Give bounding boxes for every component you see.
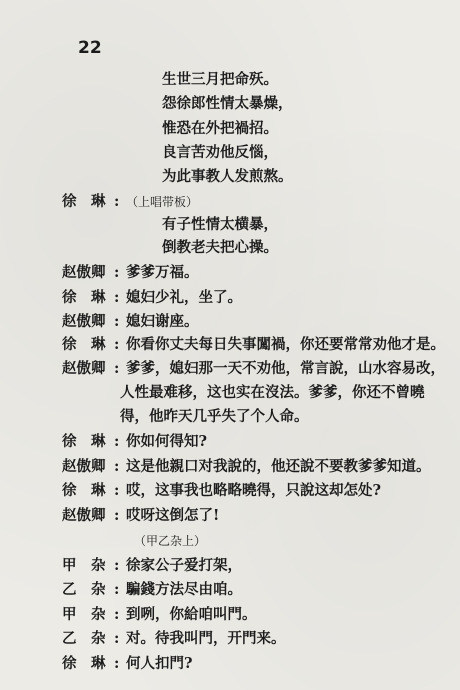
speaker-name: 甲 杂 [62, 557, 106, 574]
dialogue-text: 哎呀这倒怎了! [126, 507, 220, 524]
dialogue-text: 哎，这事我也略略曉得，只說这却怎处? [126, 482, 381, 499]
dialogue-text: 爹爹，媳妇那一天不劝他，常言說，山水容易改， [126, 360, 445, 377]
dialogue-text: 騙錢方法尽由咱。 [126, 581, 242, 598]
speaker-name: 赵傲卿 [62, 264, 106, 281]
verse-line: 怨徐郎性情太暴燥， [162, 95, 293, 112]
speaker-name: 徐 琳 [62, 433, 106, 450]
speaker-colon: : [114, 193, 120, 210]
speaker-colon: : [114, 264, 120, 281]
speaker-colon: : [114, 482, 120, 499]
dialogue-text: 这是他親口对我說的，他还說不要教爹爹知道。 [126, 458, 431, 475]
speaker-name: 乙 杂 [62, 630, 106, 647]
verse-line: 倒教老夫把心操。 [162, 239, 278, 256]
speaker-name: 甲 杂 [62, 606, 106, 623]
dialogue-continuation: 人性最难移，这也实在沒法。爹爹，你还不曾曉 [120, 384, 425, 401]
speaker-name: 赵傲卿 [62, 507, 106, 524]
dialogue-continuation: 得，他昨天几乎失了个人命。 [120, 408, 309, 425]
stage-direction: （上唱带板） [126, 195, 199, 209]
speaker-colon: : [114, 581, 120, 598]
dialogue-text: 爹爹万福。 [126, 264, 199, 281]
speaker-colon: : [114, 630, 120, 647]
speaker-name: 徐 琳 [62, 289, 106, 306]
verse-line: 生世三月把命殀。 [162, 71, 278, 88]
speaker-colon: : [114, 507, 120, 524]
speaker-name: 徐 琳 [62, 336, 106, 353]
verse-line: 为此事教人发煎熬。 [162, 168, 293, 185]
verse-line: 良言苦劝他反惱， [162, 144, 278, 161]
speaker-colon: : [114, 458, 120, 475]
speaker-colon: : [114, 289, 120, 306]
speaker-colon: : [114, 655, 120, 672]
dialogue-text: 徐家公子爱打架， [126, 557, 242, 574]
dialogue-text: 对。待我叫門，开門来。 [126, 630, 286, 647]
speaker-name: 赵傲卿 [62, 313, 106, 330]
stage-direction: （甲乙杂上） [134, 534, 207, 548]
dialogue-text: 媳妇谢座。 [126, 313, 199, 330]
speaker-colon: : [114, 313, 120, 330]
dialogue-text: 你如何得知? [126, 433, 207, 450]
speaker-name: 乙 杂 [62, 581, 106, 598]
dialogue-text: 到咧，你給咱叫門。 [126, 606, 257, 623]
speaker-name: 徐 琳 [62, 482, 106, 499]
speaker-name: 徐 琳 [62, 655, 106, 672]
speaker-colon: : [114, 336, 120, 353]
speaker-colon: : [114, 433, 120, 450]
dialogue-text: 你看你丈夫每日失事闖禍，你还要常常劝他才是。 [126, 336, 445, 353]
dialogue-text: 媳妇少礼，坐了。 [126, 289, 242, 306]
speaker-colon: : [114, 360, 120, 377]
verse-line: 有子性情太横暴， [162, 216, 278, 233]
speaker-colon: : [114, 606, 120, 623]
verse-line: 惟恐在外把禍招。 [162, 120, 278, 137]
page-number: 22 [78, 38, 102, 58]
speaker-colon: : [114, 557, 120, 574]
dialogue-text: 何人扣門? [126, 655, 193, 672]
speaker-name: 赵傲卿 [62, 360, 106, 377]
speaker-name: 赵傲卿 [62, 458, 106, 475]
speaker-name: 徐 琳 [62, 193, 106, 210]
